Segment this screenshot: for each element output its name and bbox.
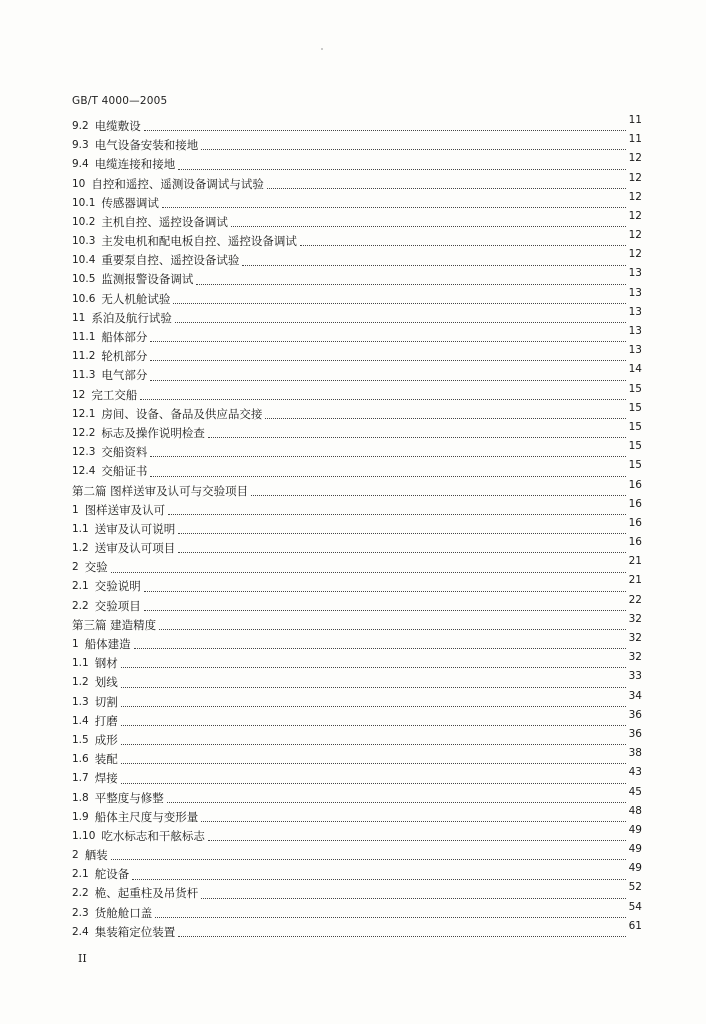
- toc-entry: [72, 267, 642, 290]
- toc-entry-title: 划线: [94, 675, 118, 690]
- toc-entry-page: 45: [628, 785, 642, 798]
- toc-leader-dots: [144, 579, 626, 592]
- toc-entry-number: 2.4: [72, 925, 89, 938]
- toc-entry-title: 交验项目: [94, 598, 141, 613]
- toc-leader-dots: [111, 847, 626, 860]
- toc-entry-page: 16: [628, 478, 642, 491]
- toc-entry: [72, 823, 642, 846]
- toc-entry-title: 送审及认可说明: [94, 521, 176, 536]
- toc-leader-dots: [159, 617, 625, 630]
- toc-entry: [72, 113, 642, 136]
- toc-entry-number: 10.3: [72, 235, 96, 248]
- toc-entry-page: 13: [628, 325, 642, 338]
- toc-entry: [72, 708, 642, 731]
- toc-entry-number: 1.7: [72, 772, 89, 785]
- toc-entry-number: 1.2: [72, 542, 89, 555]
- toc-entry-title: 舵设备: [94, 867, 130, 882]
- toc-entry-title: 无人机舱试验: [101, 291, 171, 306]
- toc-leader-dots: [162, 195, 626, 208]
- toc-entry-page: 13: [628, 344, 642, 357]
- toc-leader-dots: [121, 675, 626, 688]
- toc-entry-title: 传感器调试: [101, 195, 159, 210]
- toc-entry: [72, 286, 642, 309]
- toc-entry-title: 完工交船: [91, 387, 138, 402]
- toc-entry: [72, 459, 642, 481]
- toc-entry-title: 舾装: [84, 848, 108, 863]
- toc-entry-page: 49: [628, 843, 642, 856]
- toc-entry-title: 主发电机和配电板自控、遥控设备调试: [101, 234, 297, 249]
- toc-entry: [72, 420, 642, 443]
- toc-entry: [72, 670, 642, 692]
- page-footer-number: II: [78, 952, 87, 965]
- toc-entry-number: 9.4: [72, 158, 89, 171]
- toc-entry: [72, 881, 642, 904]
- toc-entry-title: 电气设备安装和接地: [94, 138, 199, 153]
- toc-entry-title: 打磨: [94, 713, 118, 728]
- toc-entry: [72, 248, 642, 270]
- toc-entry-page: 32: [628, 632, 642, 645]
- toc-leader-dots: [150, 348, 625, 361]
- toc-entry-number: 12.1: [72, 407, 96, 420]
- toc-entry-number: 1: [72, 638, 79, 651]
- toc-entry-title: 自控和遥控、遥测设备调试与试验: [91, 176, 264, 191]
- toc-entry: [72, 171, 642, 194]
- toc-entry: [72, 344, 642, 366]
- toc-leader-dots: [251, 483, 625, 496]
- toc-entry-title: 平整度与修整: [94, 790, 164, 805]
- toc-entry: [72, 133, 642, 155]
- toc-entry-page: 32: [628, 612, 642, 625]
- toc-entry-page: 48: [628, 804, 642, 817]
- toc-entry-title: 桅、起重柱及吊货杆: [94, 886, 199, 901]
- toc-entry-page: 15: [628, 420, 642, 433]
- toc-leader-dots: [121, 732, 626, 745]
- toc-entry-title: 图样送审及认可: [84, 502, 166, 517]
- toc-entry-number: 2.3: [72, 906, 89, 919]
- toc-entry-page: 52: [628, 881, 642, 894]
- toc-entry-title: 交船证书: [101, 464, 148, 479]
- toc-leader-dots: [150, 444, 625, 457]
- toc-entry-page: 33: [628, 670, 642, 683]
- toc-leader-dots: [178, 521, 625, 534]
- toc-entry-title: 交船资料: [101, 445, 148, 460]
- toc-entry-number: 1.5: [72, 733, 89, 746]
- toc-entry-title: 货舱舱口盖: [94, 905, 153, 920]
- toc-entry: [72, 152, 642, 174]
- toc-entry-number: 10.2: [72, 215, 96, 228]
- toc-entry: [72, 843, 642, 865]
- toc-entry-title: 送审及认可项目: [94, 541, 176, 556]
- toc-leader-dots: [175, 310, 626, 323]
- toc-entry-page: 13: [628, 267, 642, 280]
- toc-entry-number: 1.6: [72, 753, 89, 766]
- toc-entry: [72, 593, 642, 616]
- toc-entry: [72, 612, 642, 635]
- toc-leader-dots: [150, 464, 625, 477]
- toc-entry-number: 1.1: [72, 522, 89, 535]
- toc-entry: [72, 727, 642, 750]
- toc-entry-page: 16: [628, 497, 642, 510]
- toc-entry-number: 9.3: [72, 139, 89, 152]
- toc-entry-page: 12: [628, 171, 642, 184]
- toc-entry-page: 61: [628, 919, 642, 932]
- toc-entry: [72, 478, 642, 501]
- toc-entry-title: 船体主尺度与变形量: [94, 809, 199, 824]
- toc-entry-number: 12.4: [72, 465, 96, 478]
- toc-entry: [72, 862, 642, 884]
- toc-entry-page: 13: [628, 286, 642, 299]
- toc-entry-number: 2: [72, 849, 79, 862]
- toc-entry-title: 船体部分: [101, 330, 148, 345]
- toc-entry: [72, 440, 642, 462]
- toc-leader-dots: [150, 368, 625, 381]
- page-header-standard-number: GB/T 4000—2005: [72, 95, 168, 107]
- toc-entry-number: 1.2: [72, 676, 89, 689]
- toc-entry-title: 交验: [84, 560, 108, 575]
- toc-entry-page: 15: [628, 440, 642, 453]
- toc-entry-title: 主机自控、遥控设备调试: [101, 214, 228, 229]
- toc-entry-number: 2.1: [72, 868, 89, 881]
- toc-leader-dots: [300, 233, 626, 246]
- toc-entry-page: 12: [628, 152, 642, 165]
- toc-entry: [72, 497, 642, 520]
- toc-entry-page: 14: [628, 363, 642, 376]
- toc-entry-number: 1.1: [72, 657, 89, 670]
- table-of-contents: [72, 113, 642, 942]
- toc-entry-number: 10: [72, 177, 86, 190]
- toc-leader-dots: [144, 598, 626, 611]
- toc-entry-number: 11.3: [72, 369, 96, 382]
- toc-entry-number: 11: [72, 311, 86, 324]
- toc-entry-number: 2.1: [72, 580, 89, 593]
- toc-entry-page: 21: [628, 555, 642, 568]
- toc-leader-dots: [173, 291, 625, 304]
- toc-entry: [72, 804, 642, 827]
- toc-leader-dots: [178, 924, 625, 937]
- toc-entry-page: 36: [628, 708, 642, 721]
- toc-entry-number: 12.3: [72, 446, 96, 459]
- toc-entry-page: 34: [628, 689, 642, 702]
- toc-leader-dots: [208, 425, 626, 438]
- toc-entry-number: 12.2: [72, 426, 96, 439]
- toc-entry-page: 22: [628, 593, 642, 606]
- toc-entry-number: 1: [72, 503, 79, 516]
- toc-leader-dots: [201, 886, 625, 899]
- toc-entry-number: 9.2: [72, 119, 89, 132]
- toc-entry-page: 11: [628, 133, 642, 146]
- toc-entry-title: 第三篇 建造精度: [72, 617, 157, 632]
- toc-leader-dots: [265, 406, 625, 419]
- toc-entry-number: 1.10: [72, 829, 96, 842]
- toc-entry-page: 15: [628, 459, 642, 472]
- toc-entry-page: 36: [628, 727, 642, 740]
- toc-entry-number: 2: [72, 561, 79, 574]
- toc-entry: [72, 209, 642, 232]
- toc-entry: [72, 325, 642, 347]
- toc-entry: [72, 919, 642, 942]
- toc-entry-page: 49: [628, 823, 642, 836]
- toc-entry-number: 10.4: [72, 254, 96, 267]
- toc-leader-dots: [208, 828, 626, 841]
- toc-entry-page: 12: [628, 229, 642, 242]
- toc-entry: [72, 785, 642, 808]
- toc-entry: [72, 516, 642, 539]
- toc-entry-page: 15: [628, 401, 642, 414]
- toc-leader-dots: [178, 157, 625, 170]
- toc-entry-title: 钢材: [94, 656, 118, 671]
- toc-entry-title: 船体建造: [84, 637, 131, 652]
- toc-leader-dots: [201, 137, 625, 150]
- toc-entry: [72, 190, 642, 213]
- toc-entry-page: 11: [628, 113, 642, 126]
- toc-entry: [72, 536, 642, 558]
- toc-entry-page: 15: [628, 382, 642, 395]
- toc-leader-dots: [242, 253, 625, 266]
- toc-entry-number: 2.2: [72, 599, 89, 612]
- toc-leader-dots: [201, 809, 625, 822]
- toc-entry-title: 成形: [94, 732, 118, 747]
- toc-leader-dots: [155, 905, 625, 918]
- toc-entry-title: 第二篇 图样送审及认可与交验项目: [72, 483, 249, 498]
- toc-entry-title: 电缆连接和接地: [94, 157, 176, 172]
- toc-leader-dots: [150, 329, 625, 342]
- toc-leader-dots: [231, 214, 626, 227]
- toc-entry-title: 轮机部分: [101, 349, 148, 364]
- toc-entry: [72, 382, 642, 405]
- toc-leader-dots: [134, 636, 626, 649]
- toc-entry-title: 集装箱定位装置: [94, 924, 176, 939]
- toc-entry-title: 切割: [94, 694, 118, 709]
- toc-leader-dots: [167, 790, 626, 803]
- toc-leader-dots: [121, 694, 626, 707]
- toc-leader-dots: [121, 655, 626, 668]
- toc-entry-title: 装配: [94, 752, 118, 767]
- toc-entry: [72, 632, 642, 654]
- toc-entry: [72, 689, 642, 712]
- toc-entry-number: 10.6: [72, 292, 96, 305]
- toc-entry-page: 12: [628, 190, 642, 203]
- toc-entry-title: 房间、设备、备品及供应品交接: [101, 406, 263, 421]
- toc-leader-dots: [121, 751, 626, 764]
- toc-leader-dots: [140, 387, 625, 400]
- toc-entry-page: 54: [628, 900, 642, 913]
- toc-entry: [72, 363, 642, 385]
- toc-entry-number: 1.9: [72, 810, 89, 823]
- toc-entry-page: 21: [628, 574, 642, 587]
- toc-entry-title: 标志及操作说明检查: [101, 425, 205, 440]
- toc-entry-title: 吃水标志和干舷标志: [101, 828, 205, 843]
- toc-entry-title: 电气部分: [101, 368, 148, 383]
- toc-entry-title: 系泊及航行试验: [91, 310, 172, 325]
- toc-entry-number: 1.4: [72, 714, 89, 727]
- toc-leader-dots: [144, 118, 626, 131]
- toc-leader-dots: [168, 502, 625, 515]
- toc-entry: [72, 229, 642, 251]
- toc-leader-dots: [132, 867, 625, 880]
- scan-speck: [321, 48, 323, 50]
- toc-leader-dots: [111, 560, 626, 573]
- toc-entry-page: 49: [628, 862, 642, 875]
- toc-entry-page: 12: [628, 248, 642, 261]
- toc-leader-dots: [196, 272, 625, 285]
- toc-entry-number: 2.2: [72, 887, 89, 900]
- toc-leader-dots: [267, 176, 626, 189]
- toc-entry-number: 11.2: [72, 350, 96, 363]
- toc-entry-title: 焊接: [94, 771, 118, 786]
- toc-entry-page: 13: [628, 305, 642, 318]
- toc-entry-page: 32: [628, 651, 642, 664]
- toc-leader-dots: [178, 540, 625, 553]
- toc-entry-number: 12: [72, 388, 86, 401]
- toc-entry-page: 38: [628, 747, 642, 760]
- toc-entry: [72, 555, 642, 577]
- toc-entry-title: 交验说明: [94, 579, 141, 594]
- toc-entry-page: 43: [628, 766, 642, 779]
- toc-entry-title: 电缆敷设: [94, 118, 141, 133]
- toc-entry-title: 监测报警设备调试: [101, 272, 194, 287]
- toc-entry: [72, 766, 642, 788]
- toc-entry-page: 16: [628, 516, 642, 529]
- toc-entry-number: 1.3: [72, 695, 89, 708]
- toc-leader-dots: [121, 713, 626, 726]
- toc-entry-number: 10.5: [72, 273, 96, 286]
- toc-entry: [72, 651, 642, 673]
- toc-leader-dots: [121, 771, 626, 784]
- toc-entry-number: 10.1: [72, 196, 96, 209]
- toc-entry: [72, 401, 642, 424]
- toc-entry-page: 12: [628, 209, 642, 222]
- toc-entry: [72, 747, 642, 769]
- toc-entry: [72, 574, 642, 597]
- toc-entry-title: 重要泵自控、遥控设备试验: [101, 253, 240, 268]
- toc-entry-page: 16: [628, 536, 642, 549]
- toc-entry-number: 1.8: [72, 791, 89, 804]
- toc-entry-number: 11.1: [72, 331, 96, 344]
- toc-entry: [72, 900, 642, 923]
- toc-entry: [72, 305, 642, 328]
